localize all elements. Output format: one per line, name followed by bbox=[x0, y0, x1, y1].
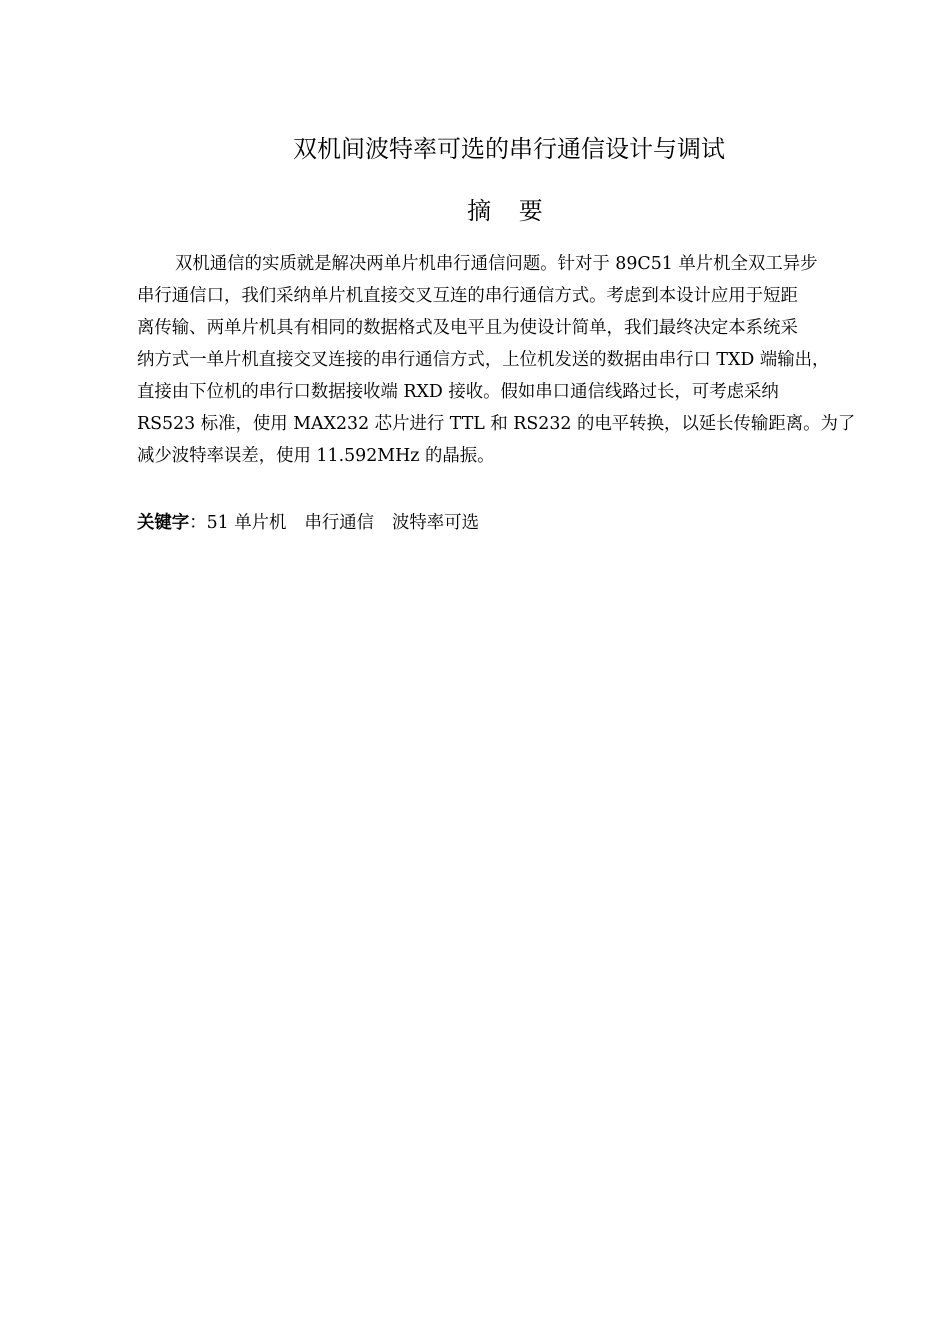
keyword-item: 串行通信 bbox=[304, 513, 375, 533]
abstract-body bbox=[137, 248, 897, 472]
keywords-colon: ： bbox=[189, 513, 207, 533]
keywords-label: 关键字 bbox=[137, 513, 190, 533]
abstract-line: RS523 标准，使用 MAX232 芯片进行 TTL 和 RS232 的电平转换，以延长传输距离。为了 bbox=[137, 414, 856, 434]
abstract-line: 串行通信口，我们采纳单片机直接交叉互连的串行通信方式。考虑到本设计应用于短距 bbox=[137, 286, 798, 306]
abstract-heading: 摘 要 bbox=[467, 197, 553, 225]
abstract-line: 减少波特率误差，使用 11.592MHz 的晶振。 bbox=[137, 446, 495, 466]
abstract-line: 直接由下位机的串行口数据接收端 RXD 接收。假如串口通信线路过长，可考虑采纳 bbox=[137, 382, 779, 402]
document-title: 双机间波特率可选的串行通信设计与调试 bbox=[293, 135, 725, 163]
keyword-item: 波特率可选 bbox=[392, 513, 479, 533]
keywords-line bbox=[137, 507, 497, 539]
abstract-line: 双机通信的实质就是解决两单片机串行通信问题。针对于 89C51 单片机全双工异步 bbox=[175, 254, 818, 274]
abstract-line: 纳方式一单片机直接交叉连接的串行通信方式，上位机发送的数据由串行口 TXD 端输出， bbox=[137, 350, 830, 370]
abstract-line: 离传输、两单片机具有相同的数据格式及电平且为使设计简单，我们最终决定本系统采 bbox=[137, 318, 798, 338]
keyword-item: 51 单片机 bbox=[206, 513, 287, 533]
